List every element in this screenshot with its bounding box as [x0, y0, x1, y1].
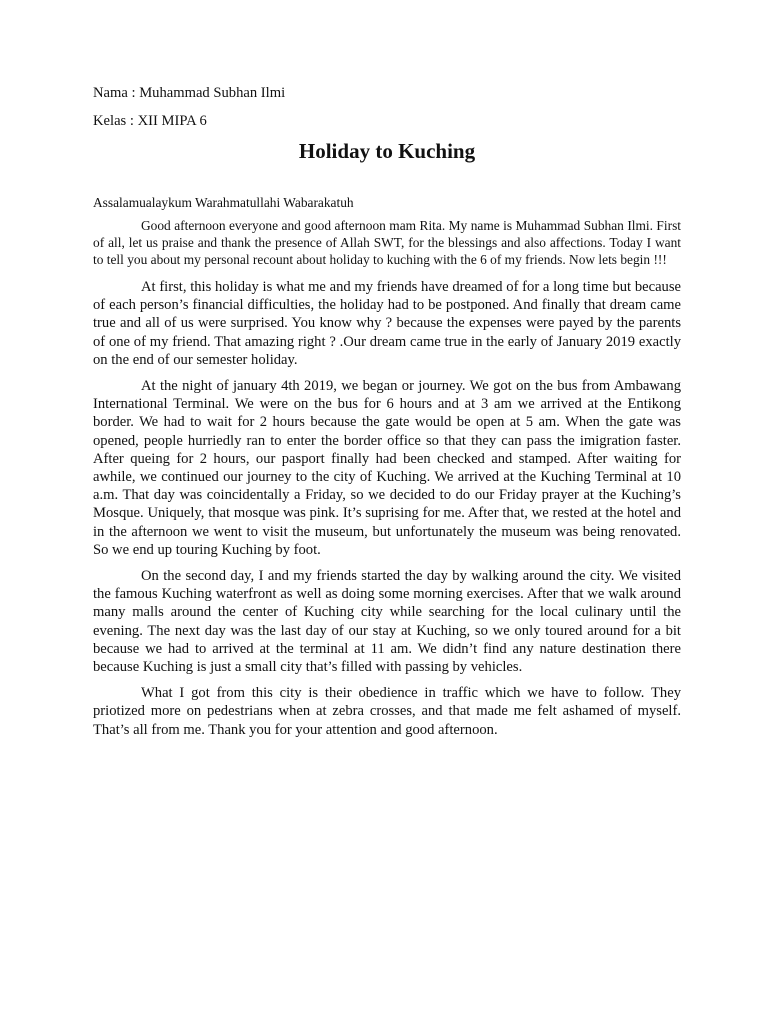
- paragraph-intro: Good afternoon everyone and good afternoon mam Rita. My name is Muhammad Subhan Ilmi. First of all, let us praise and thank the presence of Allah SWT, for the blessings and also affections. Today I want to tell you about my personal recount about holiday to kuching with the 6 of my friends. Now lets begin !!!: [93, 218, 681, 267]
- paragraph-second-day: On the second day, I and my friends started the day by walking around the city. We visited the famous Kuching waterfront as well as doing some morning exercises. After that we walk around many malls around the center of Kuching city while searching for the local culinary until the evening. The next day was the last day of our stay at Kuching, so we only toured around for a bit because we had to arrived at the terminal at 11 am. We didn’t find any nature destination there because Kuching is just a small city that’s filled with passing by vehicles.: [93, 568, 681, 676]
- document-page: [93, 84, 681, 747]
- student-class: Kelas : XII MIPA 6: [93, 113, 207, 129]
- paragraph-conclusion: What I got from this city is their obedience in traffic which we have to follow. They priotized more on pedestrians when at zebra crosses, and that made me felt ashamed of myself. That’s all from me. Thank you for your attention and good afternoon.: [93, 685, 681, 738]
- paragraph-journey: At the night of january 4th 2019, we began or journey. We got on the bus from Ambawang International Terminal. We were on the bus for 6 hours and at 3 am we arrived at the Entikong border. We had to wait for 2 hours because the gate would be open at 5 am. When the gate was opened, people hurriedly ran to enter the border office so that they can pass the imigration faster. After queing for 2 hours, our pasport finally had been checked and stamped. After waiting for awhile, we continued our journey to the city of Kuching. We arrived at the Kuching Terminal at 10 a.m. That day was coincidentally a Friday, so we decided to do our Friday prayer at the Kuching’s Mosque. Uniquely, that mosque was pink. It’s suprising for me. After that, we rested at the hotel and in the afternoon we went to visit the museum, but unfortunately the museum was being renovated. So we end up touring Kuching by foot.: [93, 378, 681, 558]
- student-name: Nama : Muhammad Subhan Ilmi: [93, 85, 286, 101]
- greeting: Assalamualaykum Warahmatullahi Wabarakatuh: [93, 195, 354, 210]
- paragraph-dream: At first, this holiday is what me and my friends have dreamed of for a long time but because of each person’s financial difficulties, the holiday had to be postponed. And finally that dream came true and all of us were surprised. You know why ? because the expenses were payed by the parents of one of my friend. That amazing right ? .Our dream came true in the early of January 2019 exactly on the end of our semester holiday.: [93, 279, 681, 368]
- document-title: Holiday to Kuching: [298, 139, 476, 163]
